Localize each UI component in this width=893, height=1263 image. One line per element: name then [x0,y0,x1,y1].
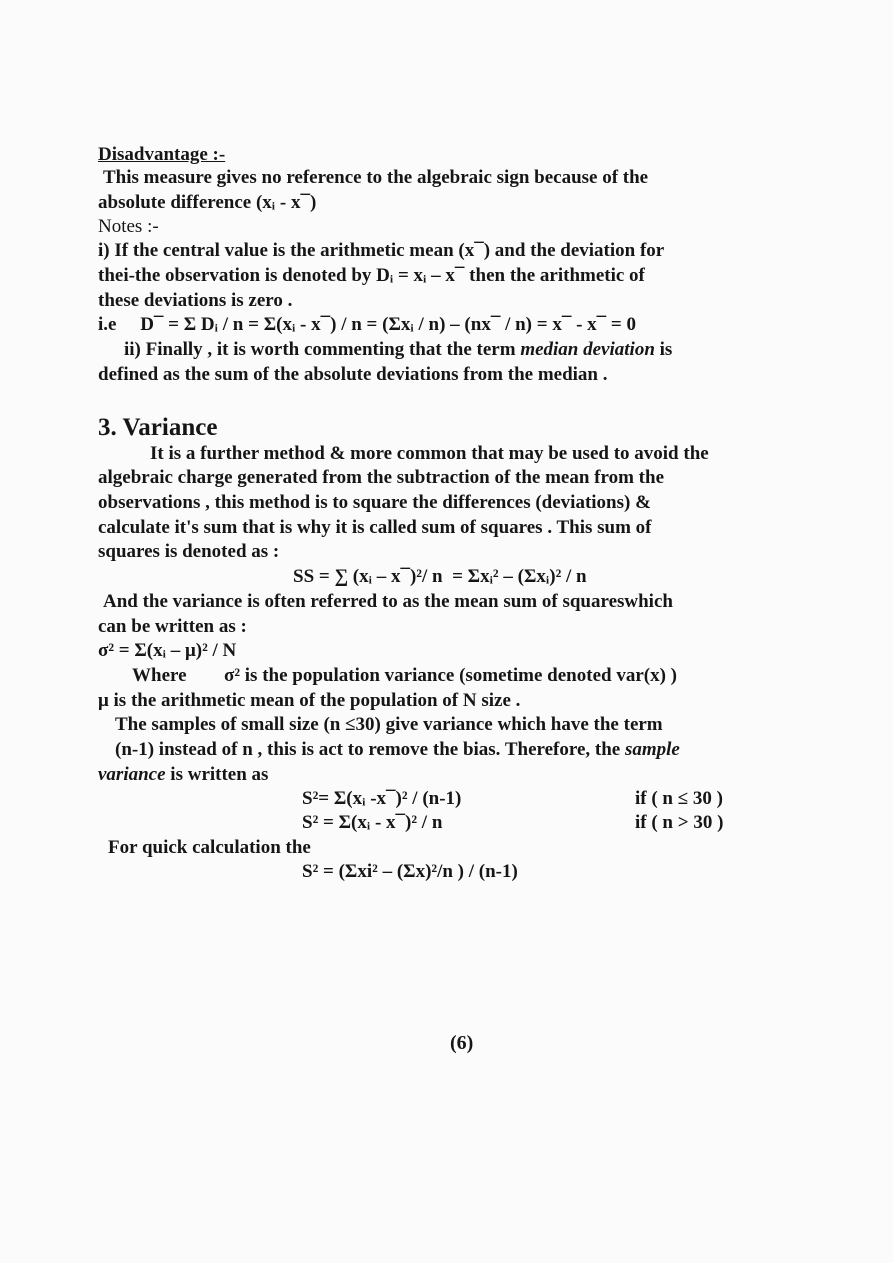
disadvantage-line-2: absolute difference (xᵢ - x¯) [98,192,317,213]
sample-variance-formula-2: S² = Σ(xᵢ - x¯)² / n [302,812,443,833]
sigma-formula: σ² = Σ(xᵢ – μ)² / N [98,640,237,661]
variance-para-2: algebraic charge generated from the subtraction of the mean from the [98,467,665,488]
where-text: σ² is the population variance (sometime denoted var(x) ) [224,665,677,686]
variance-para-3: observations , this method is to square the differences (deviations) & [98,492,651,513]
where-label: Where [132,665,187,686]
notes-line-4-pre: ii) Finally , it is worth commenting that the term [124,339,521,360]
variance-para-10 [98,763,268,787]
disadvantage-line-1: This measure gives no reference to the algebraic sign because of the [103,167,649,188]
variance-para-1: It is a further method & more common that may be used to avoid the [150,443,709,464]
variance-para-9-pre: (n-1) instead of n , this is act to remove the bias. Therefore, the [115,739,625,760]
sample-variance-condition-2: if ( n > 30 ) [635,812,724,833]
notes-line-3: these deviations is zero . [98,290,293,311]
sample-variance-formula-1: S²= Σ(xᵢ -x¯)² / (n-1) [302,788,462,809]
notes-title: Notes :- [98,216,159,237]
notes-line-4-post: is [654,339,673,360]
mu-text: μ is the arithmetic mean of the population of N size . [98,690,521,711]
variance-para-6: And the variance is often referred to as the mean sum of squareswhich [103,591,673,612]
variance-para-8: The samples of small size (n ≤30) give variance which have the term [115,714,663,735]
sample-variance-condition-1: if ( n ≤ 30 ) [635,788,724,809]
variance-para-7: can be written as : [98,616,247,637]
variance-para-4: calculate it's sum that is why it is called sum of squares . This sum of [98,517,652,538]
quick-calculation-formula: S² = (Σxi² – (Σx)²/n ) / (n-1) [302,861,518,882]
notes-line-2: thei-the observation is denoted by Dᵢ = xᵢ – x¯ then the arithmetic of [98,265,645,286]
notes-line-1: i) If the central value is the arithmetic mean (x¯) and the deviation for [98,240,665,261]
notes-line-5: defined as the sum of the absolute deviations from the median . [98,364,608,385]
notes-line-4 [124,338,672,362]
deviation-formula: i.e D¯ = Σ Dᵢ / n = Σ(xᵢ - x¯) / n = (Σxᵢ / n) – (nx¯ / n) = x¯ - x¯ = 0 [98,314,636,335]
median-deviation-term: median deviation [520,339,655,360]
ss-formula: SS = ∑ (xᵢ – x¯)²/ n = Σxᵢ² – (Σxᵢ)² / n [293,566,587,587]
variance-para-5: squares is denoted as : [98,541,280,562]
page-number: (6) [450,1032,474,1054]
variance-para-10-post: is written as [165,764,269,785]
variance-para-9 [115,738,680,762]
section-heading-variance: 3. Variance [98,414,218,441]
disadvantage-title: Disadvantage :- [98,144,226,165]
quick-calculation-label: For quick calculation the [108,837,311,858]
variance-term: variance [98,764,166,785]
sample-term: sample [624,739,680,760]
